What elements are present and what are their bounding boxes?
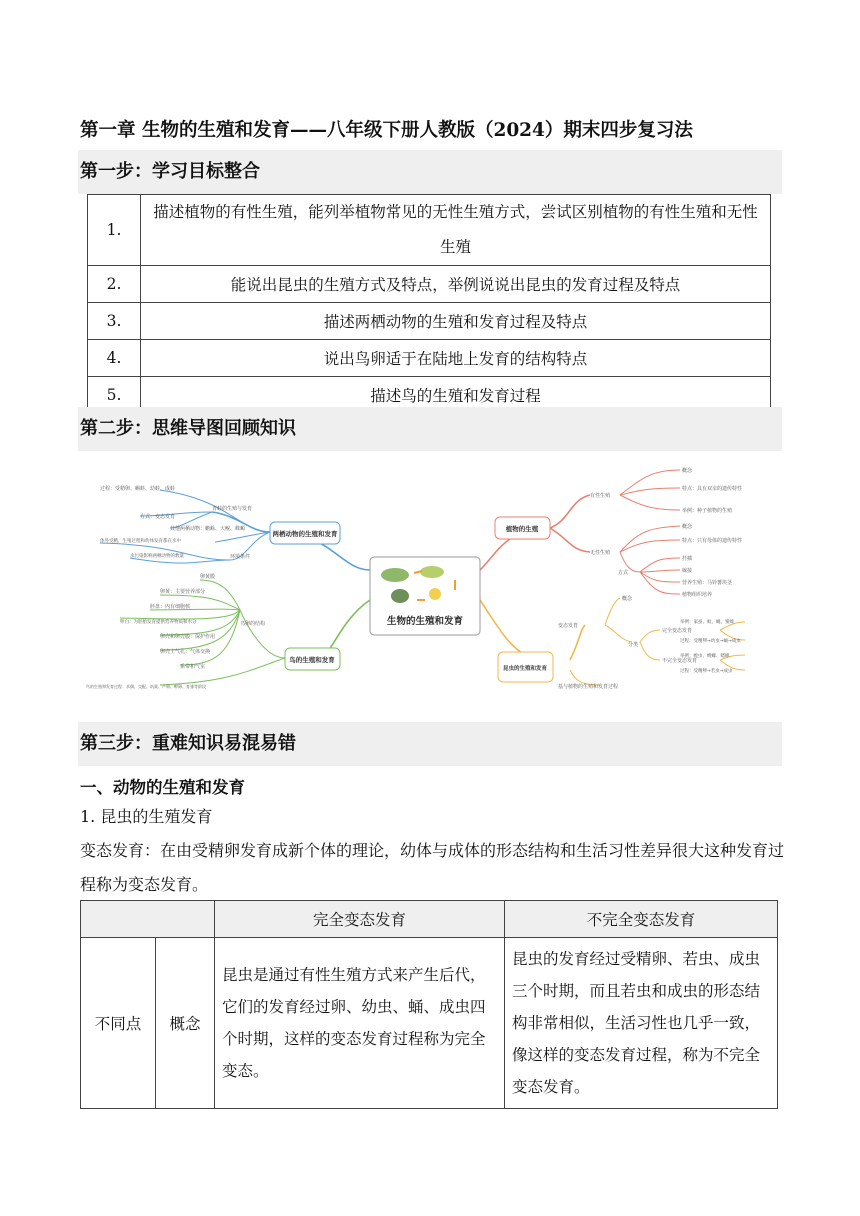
subsection-heading: 1. 昆虫的生殖发育 <box>80 807 213 826</box>
table-header-row <box>81 901 778 938</box>
goals-table <box>87 194 771 414</box>
mindmap-text: 方式：变态发育 <box>140 514 176 520</box>
mindmap-text: 鸟的生殖和发育过程：求偶、交配、筑巢、产卵、孵卵、育雏等阶段 <box>86 684 206 689</box>
goal-number: 3. <box>88 303 141 340</box>
mindmap-text: 分类 <box>628 642 639 648</box>
mindmap-text: 概念 <box>682 524 693 530</box>
mindmap-insects: 昆虫的生殖和发育 <box>502 666 548 672</box>
table-header-cell <box>81 901 215 938</box>
mindmap-text: 青蛙的生殖与发育 <box>212 506 253 512</box>
comparison-table <box>80 900 778 1109</box>
step1-heading: 第一步：学习目标整合 <box>78 150 782 194</box>
mindmap-text: 变态发育 <box>558 623 579 629</box>
complete-concept: 昆虫是通过有性生殖方式来产生后代，它们的发育经过卵、幼虫、蛹、成虫四个时期，这样的变态发育过程称为完全变态。 <box>215 938 505 1109</box>
step3-heading: 第三步：重难知识易混易错 <box>78 722 782 766</box>
mindmap-text: 水污染影响两栖动物的数量 <box>130 554 184 559</box>
mindmap-text: 基与植物的生殖和发育过程 <box>558 684 619 690</box>
mindmap-text: 营养生殖：马铃薯块茎 <box>682 580 733 586</box>
goal-number: 4. <box>88 340 141 377</box>
mindmap-text: 系带和气室 <box>180 664 206 670</box>
goal-number: 1. <box>88 195 141 266</box>
mindmap-text: 特点：只有母体的遗传特性 <box>682 538 743 544</box>
mindmap-text: 卵壳和卵壳膜：保护作用 <box>160 634 216 640</box>
goal-number: 5. <box>88 377 141 414</box>
goal-text: 描述植物的有性生殖，能列举植物常见的无性生殖方式，尝试区别植物的有性生殖和无性生殖 <box>141 195 771 266</box>
goal-text: 描述两栖动物的生殖和发育过程及特点 <box>141 303 771 340</box>
mindmap-plants: 植物的生殖 <box>505 525 539 533</box>
goal-text: 描述鸟的生殖和发育过程 <box>141 377 771 414</box>
mindmap-text: 卵黄：主要营养部分 <box>160 589 206 595</box>
mindmap-text: 概念 <box>682 468 693 474</box>
mindmap-text: 卵黄膜 <box>200 574 216 580</box>
goal-text: 能说出昆虫的生殖方式及特点，举例说说出昆虫的发育过程及特点 <box>141 266 771 303</box>
mindmap-text: 方式 <box>618 570 629 576</box>
mindmap-text: 环境条件 <box>230 554 251 560</box>
mindmap-text: 嫁接 <box>682 568 693 574</box>
mindmap-text: 举例：家蚕、蚊、蝇、蜜蜂 <box>680 620 734 625</box>
mindmap-text: 过程：受精卵→若虫→成虫 <box>680 669 733 674</box>
mindmap-text: 其他两栖动物：蟾蜍、大鲵、蝾螈 <box>170 526 246 532</box>
mindmap-text: 特点：具有双亲的遗传特性 <box>682 486 743 492</box>
mindmap-text: 胚盘：内有细胞核 <box>150 604 191 610</box>
row-label: 概念 <box>156 938 215 1109</box>
mindmap-amphibians: 两栖动物的生殖和发育 <box>272 530 338 538</box>
frog-illustration <box>381 568 409 582</box>
mindmap-text: 举例：蝗虫、螳螂、蟋蟀 <box>680 654 730 659</box>
table-row <box>88 303 771 340</box>
document-title: 第一章 生物的生殖和发育——八年级下册人教版（2024）期末四步复习法 <box>80 120 693 141</box>
mindmap-birds: 鸟的生殖和发育 <box>289 656 335 664</box>
table-row <box>88 266 771 303</box>
table-header-cell: 完全变态发育 <box>215 901 505 938</box>
mindmap-text: 扦插 <box>682 556 693 562</box>
table-header-cell: 不完全变态发育 <box>505 901 778 938</box>
mindmap-text: 完全变态发育 <box>662 628 693 634</box>
mindmap-text: 不完全变态发育 <box>662 658 698 664</box>
mindmap-center-label: 生物的生殖和发育 <box>386 616 464 627</box>
mindmap-text: 举例：种子植物的生殖 <box>682 508 733 514</box>
mindmap-text: 有性生殖 <box>590 493 611 499</box>
mindmap-text: 植物组织培养 <box>682 592 713 598</box>
mindmap-center <box>370 557 480 635</box>
table-row <box>88 340 771 377</box>
mindmap-text: 体外受精，生殖过程和幼体发育都在水中 <box>100 539 181 544</box>
mind-map <box>80 460 780 705</box>
mindmap-text: 过程：受精卵→幼虫→蛹→成虫 <box>680 639 741 644</box>
mindmap-text: 卵壳上气孔：气体交换 <box>160 649 211 655</box>
table-row <box>88 195 771 266</box>
mindmap-text: 概念 <box>622 596 633 602</box>
incomplete-concept: 昆虫的发育经过受精卵、若虫、成虫三个时期，而且若虫和成虫的形态结构非常相似，生活习性也几乎一致，像这样的变态发育过程，称为不完全变态发育。 <box>505 938 778 1109</box>
goal-text: 说出鸟卵适于在陆地上发育的结构特点 <box>141 340 771 377</box>
row-group-label: 不同点 <box>81 938 156 1109</box>
goal-number: 2. <box>88 266 141 303</box>
step2-heading: 第二步：思维导图回顾知识 <box>78 407 782 451</box>
mindmap-text: 卵白：为胚胎发育提供营养物质和水分 <box>120 620 197 625</box>
table-row <box>81 938 778 1109</box>
mindmap-text: 无性生殖 <box>590 550 611 556</box>
mindmap-text: 过程：受精卵、蝌蚪、幼蛙、成蛙 <box>100 486 176 492</box>
mindmap-text: 鸟卵的结构 <box>240 621 266 627</box>
paragraph: 变态发育：在由受精卵发育成新个体的理论，幼体与成体的形态结构和生活习性差异很大这种发育过程称为变态发育。 <box>80 841 785 894</box>
section-heading: 一、动物的生殖和发育 <box>80 778 245 797</box>
